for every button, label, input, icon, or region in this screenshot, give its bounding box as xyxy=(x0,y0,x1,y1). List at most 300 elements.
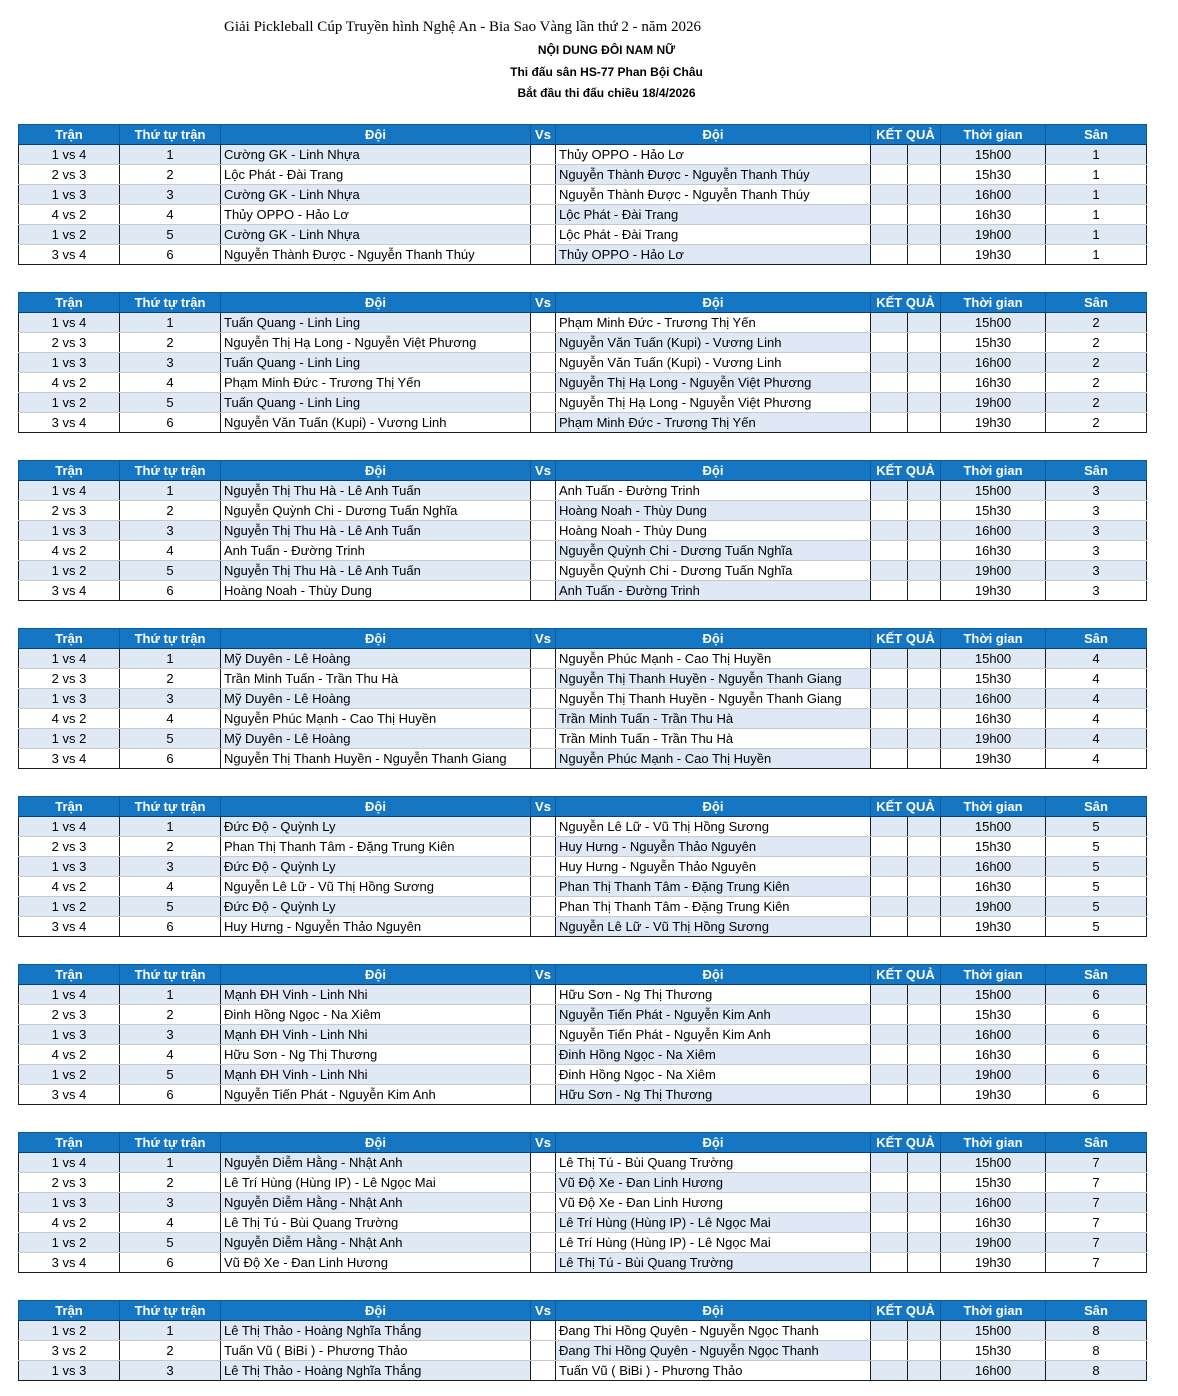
match-pair: 1 vs 4 xyxy=(19,481,120,501)
result-score-box xyxy=(871,481,908,500)
match-time: 16h00 xyxy=(941,1193,1046,1213)
result-score-box xyxy=(871,245,908,264)
column-header-court: Sân xyxy=(1046,1133,1147,1153)
column-header-order: Thứ tự trận xyxy=(120,965,221,985)
result-score-box xyxy=(871,145,908,164)
court-schedule-table xyxy=(18,796,1147,937)
result-cell xyxy=(871,857,941,877)
column-header-vs: Vs xyxy=(531,629,556,649)
team-1: Vũ Độ Xe - Đan Linh Hương xyxy=(221,1253,531,1273)
court-number: 6 xyxy=(1046,1085,1147,1105)
vs-cell xyxy=(531,1233,556,1253)
result-cell xyxy=(871,1193,941,1213)
court-number: 4 xyxy=(1046,669,1147,689)
court-number: 7 xyxy=(1046,1253,1147,1273)
result-cell xyxy=(871,689,941,709)
result-cell xyxy=(871,985,941,1005)
match-time: 16h00 xyxy=(941,689,1046,709)
column-header-vs: Vs xyxy=(531,293,556,313)
match-order: 3 xyxy=(120,1361,221,1381)
match-pair: 1 vs 3 xyxy=(19,857,120,877)
column-header-vs: Vs xyxy=(531,461,556,481)
court-schedule-table xyxy=(18,1300,1147,1381)
vs-cell xyxy=(531,1065,556,1085)
match-time: 19h30 xyxy=(941,917,1046,937)
result-score-box xyxy=(871,313,908,332)
match-order: 3 xyxy=(120,521,221,541)
result-score-box xyxy=(871,917,908,936)
team-1: Nguyễn Lê Lữ - Vũ Thị Hồng Sương xyxy=(221,877,531,897)
team-2: Nguyễn Quỳnh Chi - Dương Tuấn Nghĩa xyxy=(556,541,871,561)
vs-cell xyxy=(531,561,556,581)
match-pair: 3 vs 4 xyxy=(19,749,120,769)
match-order: 2 xyxy=(120,501,221,521)
vs-cell xyxy=(531,749,556,769)
court-number: 7 xyxy=(1046,1173,1147,1193)
result-cell xyxy=(871,1065,941,1085)
result-score-box xyxy=(871,1085,908,1104)
column-header-team2: Đội xyxy=(556,125,871,145)
match-row xyxy=(19,897,1147,917)
match-time: 15h30 xyxy=(941,1005,1046,1025)
result-score-box xyxy=(871,689,908,708)
match-row xyxy=(19,1153,1147,1173)
match-order: 4 xyxy=(120,709,221,729)
team-1: Mỹ Duyên - Lê Hoàng xyxy=(221,729,531,749)
match-row xyxy=(19,225,1147,245)
match-row xyxy=(19,1253,1147,1273)
match-pair: 1 vs 2 xyxy=(19,1233,120,1253)
match-pair: 4 vs 2 xyxy=(19,373,120,393)
court-number: 6 xyxy=(1046,1005,1147,1025)
result-cell xyxy=(871,561,941,581)
match-time: 19h30 xyxy=(941,245,1046,265)
team-1: Huy Hưng - Nguyễn Thảo Nguyên xyxy=(221,917,531,937)
team-2: Nguyễn Phúc Mạnh - Cao Thị Huyền xyxy=(556,649,871,669)
match-pair: 1 vs 3 xyxy=(19,185,120,205)
vs-cell xyxy=(531,165,556,185)
result-cell xyxy=(871,145,941,165)
team-2: Nguyễn Tiến Phát - Nguyễn Kim Anh xyxy=(556,1025,871,1045)
column-header-court: Sân xyxy=(1046,125,1147,145)
court-number: 2 xyxy=(1046,393,1147,413)
match-pair: 1 vs 2 xyxy=(19,393,120,413)
match-time: 16h30 xyxy=(941,541,1046,561)
match-row xyxy=(19,185,1147,205)
column-header-court: Sân xyxy=(1046,461,1147,481)
court-number: 1 xyxy=(1046,145,1147,165)
column-header-team2: Đội xyxy=(556,293,871,313)
team-2: Lộc Phát - Đài Trang xyxy=(556,225,871,245)
match-pair: 3 vs 2 xyxy=(19,1341,120,1361)
match-time: 19h00 xyxy=(941,225,1046,245)
team-1: Hoàng Noah - Thùy Dung xyxy=(221,581,531,601)
match-order: 2 xyxy=(120,1005,221,1025)
court-number: 5 xyxy=(1046,817,1147,837)
result-score-box xyxy=(871,501,908,520)
result-cell xyxy=(871,373,941,393)
result-score-box xyxy=(871,669,908,688)
match-order: 1 xyxy=(120,145,221,165)
column-header-match: Trận xyxy=(19,461,120,481)
column-header-time: Thời gian xyxy=(941,1133,1046,1153)
result-cell xyxy=(871,185,941,205)
vs-cell xyxy=(531,245,556,265)
court-number: 4 xyxy=(1046,729,1147,749)
match-time: 15h30 xyxy=(941,669,1046,689)
match-row xyxy=(19,1321,1147,1341)
vs-cell xyxy=(531,541,556,561)
match-order: 3 xyxy=(120,353,221,373)
match-time: 19h00 xyxy=(941,561,1046,581)
table-header-row xyxy=(19,797,1147,817)
column-header-team2: Đội xyxy=(556,629,871,649)
result-cell xyxy=(871,1253,941,1273)
team-2: Phạm Minh Đức - Trương Thị Yến xyxy=(556,413,871,433)
table-header-row xyxy=(19,461,1147,481)
result-score-box xyxy=(871,649,908,668)
result-score-box xyxy=(871,817,908,836)
team-2: Thủy OPPO - Hảo Lơ xyxy=(556,245,871,265)
vs-cell xyxy=(531,413,556,433)
match-row xyxy=(19,333,1147,353)
team-2: Nguyễn Văn Tuấn (Kupi) - Vương Linh xyxy=(556,353,871,373)
team-2: Hoàng Noah - Thùy Dung xyxy=(556,521,871,541)
result-cell xyxy=(871,1341,941,1361)
match-row xyxy=(19,1341,1147,1361)
court-number: 7 xyxy=(1046,1193,1147,1213)
column-header-time: Thời gian xyxy=(941,965,1046,985)
vs-cell xyxy=(531,501,556,521)
result-score-box xyxy=(871,985,908,1004)
court-number: 5 xyxy=(1046,877,1147,897)
team-1: Cường GK - Linh Nhựa xyxy=(221,185,531,205)
result-cell xyxy=(871,225,941,245)
result-cell xyxy=(871,877,941,897)
column-header-result: KẾT QUẢ xyxy=(871,965,941,985)
match-order: 4 xyxy=(120,1213,221,1233)
vs-cell xyxy=(531,857,556,877)
column-header-team: Đội xyxy=(221,461,531,481)
match-row xyxy=(19,205,1147,225)
court-schedule-table xyxy=(18,1132,1147,1273)
team-1: Nguyễn Thị Hạ Long - Nguyễn Việt Phương xyxy=(221,333,531,353)
match-order: 2 xyxy=(120,333,221,353)
result-cell xyxy=(871,649,941,669)
match-order: 2 xyxy=(120,837,221,857)
vs-cell xyxy=(531,1005,556,1025)
column-header-match: Trận xyxy=(19,797,120,817)
court-number: 6 xyxy=(1046,1025,1147,1045)
vs-cell xyxy=(531,985,556,1005)
match-order: 1 xyxy=(120,817,221,837)
team-1: Tuấn Quang - Linh Ling xyxy=(221,313,531,333)
match-pair: 2 vs 3 xyxy=(19,669,120,689)
column-header-court: Sân xyxy=(1046,965,1147,985)
table-header-row xyxy=(19,965,1147,985)
column-header-vs: Vs xyxy=(531,1133,556,1153)
court-number: 8 xyxy=(1046,1361,1147,1381)
column-header-result: KẾT QUẢ xyxy=(871,629,941,649)
match-order: 3 xyxy=(120,1193,221,1213)
team-2: Nguyễn Quỳnh Chi - Dương Tuấn Nghĩa xyxy=(556,561,871,581)
match-row xyxy=(19,581,1147,601)
result-score-box xyxy=(871,205,908,224)
match-row xyxy=(19,729,1147,749)
column-header-order: Thứ tự trận xyxy=(120,1133,221,1153)
court-number: 3 xyxy=(1046,581,1147,601)
result-score-box xyxy=(871,393,908,412)
team-1: Lê Thị Tú - Bùi Quang Trường xyxy=(221,1213,531,1233)
match-row xyxy=(19,521,1147,541)
venue-line: Thi đấu sân HS-77 Phan Bội Châu xyxy=(510,65,703,79)
team-2: Lê Trí Hùng (Hùng IP) - Lê Ngọc Mai xyxy=(556,1213,871,1233)
court-number: 4 xyxy=(1046,689,1147,709)
result-cell xyxy=(871,709,941,729)
match-row xyxy=(19,689,1147,709)
result-score-box xyxy=(871,1341,908,1360)
match-pair: 1 vs 3 xyxy=(19,1193,120,1213)
team-1: Lê Thị Thảo - Hoàng Nghĩa Thắng xyxy=(221,1321,531,1341)
vs-cell xyxy=(531,205,556,225)
vs-cell xyxy=(531,1153,556,1173)
table-header-row xyxy=(19,629,1147,649)
match-pair: 1 vs 3 xyxy=(19,353,120,373)
match-order: 2 xyxy=(120,669,221,689)
court-number: 5 xyxy=(1046,857,1147,877)
match-row xyxy=(19,145,1147,165)
match-pair: 3 vs 4 xyxy=(19,581,120,601)
court-number: 1 xyxy=(1046,225,1147,245)
match-time: 15h00 xyxy=(941,985,1046,1005)
result-score-box xyxy=(871,561,908,580)
match-pair: 1 vs 3 xyxy=(19,689,120,709)
team-2: Trần Minh Tuấn - Trần Thu Hà xyxy=(556,709,871,729)
vs-cell xyxy=(531,1045,556,1065)
court-number: 2 xyxy=(1046,373,1147,393)
match-order: 2 xyxy=(120,165,221,185)
result-cell xyxy=(871,393,941,413)
match-pair: 1 vs 2 xyxy=(19,897,120,917)
match-pair: 1 vs 2 xyxy=(19,561,120,581)
match-pair: 2 vs 3 xyxy=(19,501,120,521)
match-row xyxy=(19,481,1147,501)
match-row xyxy=(19,313,1147,333)
result-score-box xyxy=(871,1193,908,1212)
match-order: 1 xyxy=(120,481,221,501)
match-pair: 1 vs 4 xyxy=(19,1153,120,1173)
match-row xyxy=(19,501,1147,521)
result-score-box xyxy=(871,541,908,560)
column-header-order: Thứ tự trận xyxy=(120,629,221,649)
column-header-team: Đội xyxy=(221,629,531,649)
vs-cell xyxy=(531,917,556,937)
column-header-match: Trận xyxy=(19,629,120,649)
match-pair: 3 vs 4 xyxy=(19,245,120,265)
result-cell xyxy=(871,1233,941,1253)
team-1: Hữu Sơn - Ng Thị Thương xyxy=(221,1045,531,1065)
result-score-box xyxy=(871,709,908,728)
result-score-box xyxy=(871,877,908,896)
match-order: 5 xyxy=(120,561,221,581)
match-order: 4 xyxy=(120,205,221,225)
result-cell xyxy=(871,1045,941,1065)
match-row xyxy=(19,669,1147,689)
court-schedule-table xyxy=(18,124,1147,265)
team-1: Tuấn Quang - Linh Ling xyxy=(221,393,531,413)
match-row xyxy=(19,837,1147,857)
match-time: 15h00 xyxy=(941,481,1046,501)
match-time: 19h30 xyxy=(941,413,1046,433)
team-2: Lộc Phát - Đài Trang xyxy=(556,205,871,225)
vs-cell xyxy=(531,709,556,729)
result-score-box xyxy=(871,1321,908,1340)
vs-cell xyxy=(531,689,556,709)
match-time: 16h30 xyxy=(941,877,1046,897)
match-order: 5 xyxy=(120,1233,221,1253)
team-1: Nguyễn Diễm Hằng - Nhật Anh xyxy=(221,1233,531,1253)
court-number: 1 xyxy=(1046,165,1147,185)
match-row xyxy=(19,373,1147,393)
team-2: Đinh Hồng Ngọc - Na Xiêm xyxy=(556,1045,871,1065)
match-time: 19h00 xyxy=(941,729,1046,749)
match-order: 1 xyxy=(120,1153,221,1173)
match-order: 4 xyxy=(120,1045,221,1065)
match-row xyxy=(19,1173,1147,1193)
team-2: Nguyễn Lê Lữ - Vũ Thị Hồng Sương xyxy=(556,817,871,837)
result-score-box xyxy=(871,353,908,372)
result-cell xyxy=(871,1005,941,1025)
team-2: Nguyễn Thị Hạ Long - Nguyễn Việt Phương xyxy=(556,373,871,393)
column-header-team2: Đội xyxy=(556,461,871,481)
match-time: 16h30 xyxy=(941,1213,1046,1233)
match-order: 6 xyxy=(120,749,221,769)
column-header-time: Thời gian xyxy=(941,461,1046,481)
result-cell xyxy=(871,413,941,433)
team-1: Mạnh ĐH Vinh - Linh Nhi xyxy=(221,1065,531,1085)
column-header-match: Trận xyxy=(19,125,120,145)
court-number: 2 xyxy=(1046,313,1147,333)
team-1: Nguyễn Văn Tuấn (Kupi) - Vương Linh xyxy=(221,413,531,433)
match-order: 6 xyxy=(120,917,221,937)
result-cell xyxy=(871,669,941,689)
match-time: 16h30 xyxy=(941,709,1046,729)
team-2: Lê Thị Tú - Bùi Quang Trường xyxy=(556,1153,871,1173)
team-1: Đức Độ - Quỳnh Ly xyxy=(221,817,531,837)
result-score-box xyxy=(871,333,908,352)
table-header-row xyxy=(19,293,1147,313)
column-header-time: Thời gian xyxy=(941,629,1046,649)
match-time: 19h00 xyxy=(941,897,1046,917)
team-1: Tuấn Vũ ( BiBi ) - Phương Thảo xyxy=(221,1341,531,1361)
match-row xyxy=(19,1085,1147,1105)
team-2: Phan Thị Thanh Tâm - Đặng Trung Kiên xyxy=(556,877,871,897)
team-2: Nguyễn Thành Được - Nguyễn Thanh Thúy xyxy=(556,165,871,185)
match-row xyxy=(19,561,1147,581)
column-header-team: Đội xyxy=(221,1133,531,1153)
result-score-box xyxy=(871,749,908,768)
match-time: 16h00 xyxy=(941,185,1046,205)
team-2: Hoàng Noah - Thùy Dung xyxy=(556,501,871,521)
match-order: 6 xyxy=(120,581,221,601)
vs-cell xyxy=(531,1213,556,1233)
match-pair: 1 vs 2 xyxy=(19,225,120,245)
match-pair: 4 vs 2 xyxy=(19,1213,120,1233)
match-pair: 2 vs 3 xyxy=(19,333,120,353)
team-1: Mạnh ĐH Vinh - Linh Nhi xyxy=(221,985,531,1005)
court-number: 8 xyxy=(1046,1341,1147,1361)
match-row xyxy=(19,245,1147,265)
match-time: 15h30 xyxy=(941,501,1046,521)
court-number: 8 xyxy=(1046,1321,1147,1341)
vs-cell xyxy=(531,1341,556,1361)
team-1: Đức Độ - Quỳnh Ly xyxy=(221,897,531,917)
column-header-match: Trận xyxy=(19,1133,120,1153)
result-score-box xyxy=(871,373,908,392)
column-header-team2: Đội xyxy=(556,797,871,817)
result-cell xyxy=(871,481,941,501)
team-1: Nguyễn Thị Thanh Huyền - Nguyễn Thanh Giang xyxy=(221,749,531,769)
court-number: 1 xyxy=(1046,185,1147,205)
match-order: 6 xyxy=(120,1085,221,1105)
match-order: 1 xyxy=(120,313,221,333)
match-order: 1 xyxy=(120,1321,221,1341)
team-2: Nguyễn Văn Tuấn (Kupi) - Vương Linh xyxy=(556,333,871,353)
match-row xyxy=(19,1045,1147,1065)
vs-cell xyxy=(531,837,556,857)
match-time: 15h00 xyxy=(941,145,1046,165)
team-2: Nguyễn Thành Được - Nguyễn Thanh Thúy xyxy=(556,185,871,205)
result-score-box xyxy=(871,1213,908,1232)
vs-cell xyxy=(531,333,556,353)
result-cell xyxy=(871,837,941,857)
column-header-match: Trận xyxy=(19,1301,120,1321)
vs-cell xyxy=(531,649,556,669)
match-time: 15h00 xyxy=(941,817,1046,837)
column-header-team: Đội xyxy=(221,965,531,985)
column-header-team: Đội xyxy=(221,125,531,145)
team-2: Trần Minh Tuấn - Trần Thu Hà xyxy=(556,729,871,749)
team-2: Phạm Minh Đức - Trương Thị Yến xyxy=(556,313,871,333)
match-row xyxy=(19,857,1147,877)
match-order: 1 xyxy=(120,985,221,1005)
match-row xyxy=(19,1361,1147,1381)
match-pair: 1 vs 2 xyxy=(19,1065,120,1085)
column-header-result: KẾT QUẢ xyxy=(871,293,941,313)
vs-cell xyxy=(531,313,556,333)
table-header-row xyxy=(19,125,1147,145)
match-order: 5 xyxy=(120,393,221,413)
result-score-box xyxy=(871,165,908,184)
result-cell xyxy=(871,817,941,837)
vs-cell xyxy=(531,1321,556,1341)
court-number: 4 xyxy=(1046,709,1147,729)
vs-cell xyxy=(531,521,556,541)
match-time: 15h30 xyxy=(941,165,1046,185)
column-header-order: Thứ tự trận xyxy=(120,293,221,313)
match-time: 15h30 xyxy=(941,1341,1046,1361)
column-header-order: Thứ tự trận xyxy=(120,1301,221,1321)
match-time: 15h30 xyxy=(941,333,1046,353)
column-header-team: Đội xyxy=(221,1301,531,1321)
team-1: Trần Minh Tuấn - Trần Thu Hà xyxy=(221,669,531,689)
result-score-box xyxy=(871,1361,908,1380)
court-number: 6 xyxy=(1046,1065,1147,1085)
court-schedule-table xyxy=(18,460,1147,601)
result-cell xyxy=(871,749,941,769)
match-pair: 4 vs 2 xyxy=(19,1045,120,1065)
match-order: 4 xyxy=(120,541,221,561)
